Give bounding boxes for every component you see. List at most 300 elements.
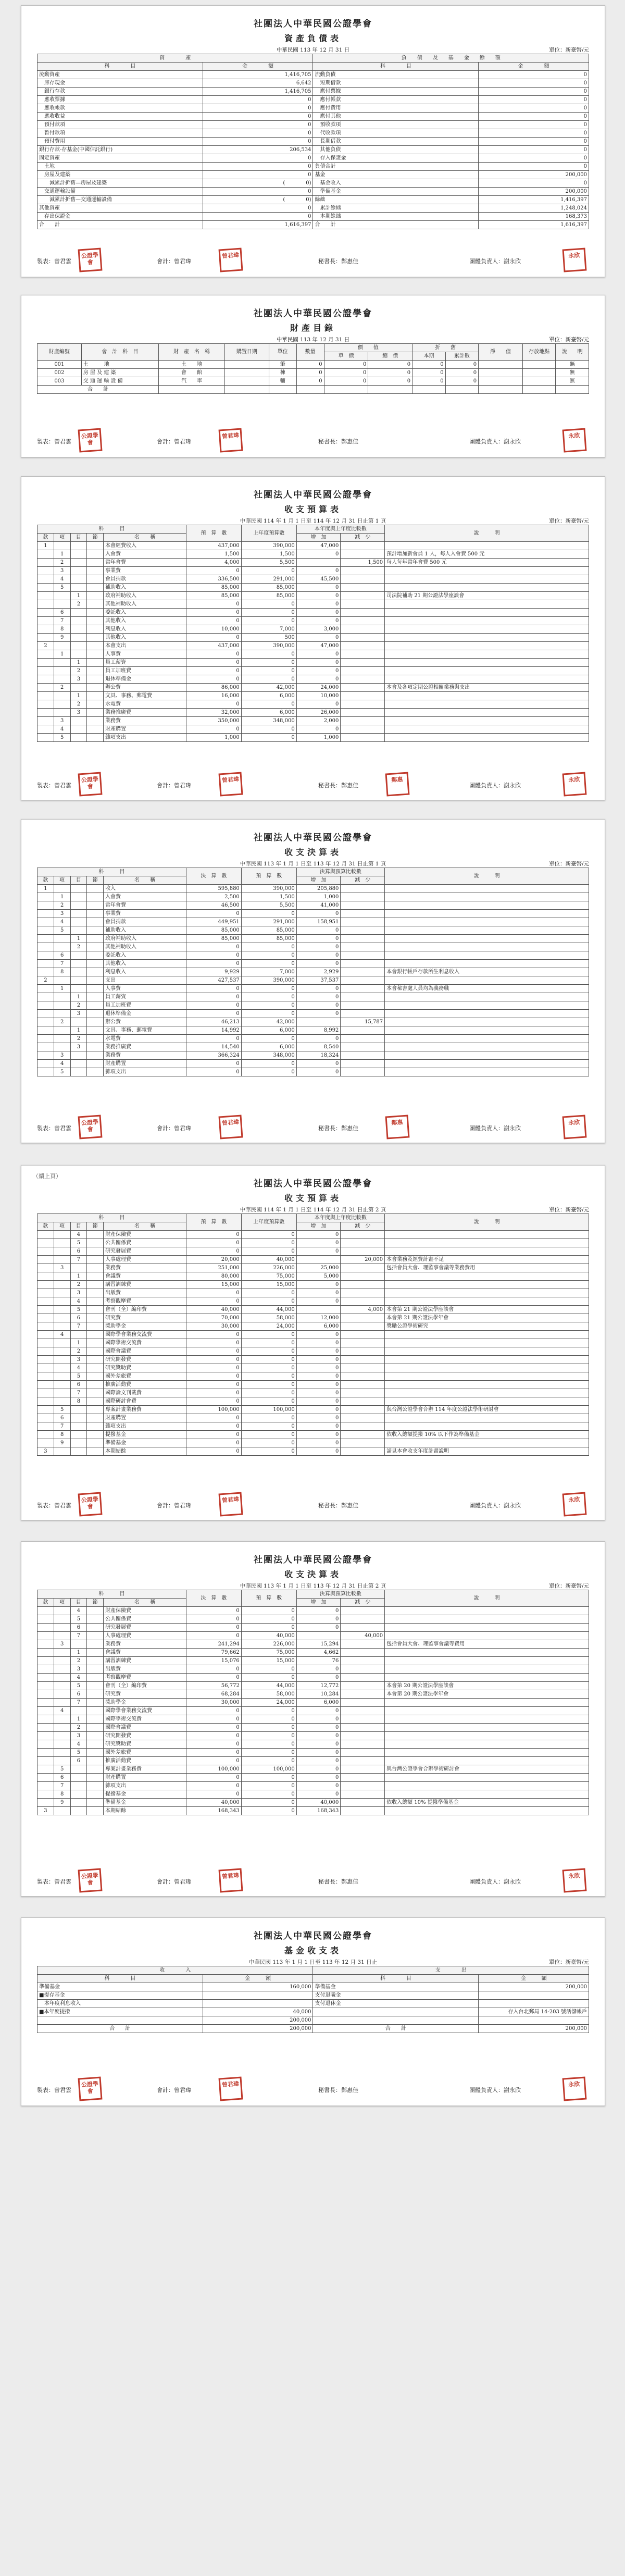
table-row — [38, 926, 589, 935]
table-cell — [296, 1018, 341, 1026]
table-header: 預 算 數 — [186, 1214, 241, 1231]
chairman-label: 團體負責人：謝永欣 — [469, 2087, 521, 2094]
table-row — [38, 1807, 589, 1815]
table-cell — [385, 1749, 589, 1757]
table-cell: 4 — [54, 1060, 70, 1068]
table-cell — [341, 725, 385, 734]
table-cell — [385, 1732, 589, 1740]
table-cell: 15,000 — [186, 1281, 241, 1289]
table-cell: 0 — [296, 1674, 341, 1682]
table-cell: 常年會費 — [104, 901, 186, 910]
secretary-label: 秘書長：鄭惠佳 — [318, 782, 358, 789]
table-cell — [368, 386, 413, 394]
table-cell — [38, 1690, 54, 1699]
table-row — [38, 377, 589, 386]
table-row — [38, 642, 589, 650]
table-cell: 國外差旅費 — [104, 1372, 186, 1381]
table-row — [38, 968, 589, 976]
chairman-seal: 永欣 — [562, 2077, 587, 2101]
table-cell: 0 — [324, 369, 368, 377]
table-cell — [38, 1389, 54, 1397]
table-cell — [70, 725, 87, 734]
table-cell: 350,000 — [186, 717, 241, 725]
table-cell — [87, 943, 104, 951]
table-cell — [38, 1060, 54, 1068]
table-row — [38, 1690, 589, 1699]
table-cell: ( 0) — [203, 196, 313, 204]
table-cell: 58,000 — [241, 1314, 296, 1322]
table-cell — [38, 584, 54, 592]
table-cell: 85,000 — [186, 592, 241, 600]
table-cell — [385, 709, 589, 717]
budget-page-2 — [21, 1165, 605, 1520]
table-cell: 1,500 — [241, 550, 296, 559]
table-cell: 3 — [54, 717, 70, 725]
table-cell: 提撥基金 — [104, 1790, 186, 1799]
table-cell — [70, 1018, 87, 1026]
table-cell: ( 0) — [203, 179, 313, 188]
table-cell — [87, 1339, 104, 1347]
table-cell — [341, 1757, 385, 1765]
table-cell: 合 計 — [38, 2025, 203, 2033]
table-cell: 003 — [38, 377, 82, 386]
table-cell: 會議費 — [104, 1649, 186, 1657]
table-cell: 本會第 20 期公證法學年會 — [385, 1690, 589, 1699]
table-cell: 0 — [324, 361, 368, 369]
fund-page — [21, 1917, 605, 2106]
org-title: 社團法人中華民國公證學會 — [254, 1931, 372, 1941]
table-cell: 85,000 — [186, 926, 241, 935]
table-cell: 40,000 — [341, 1632, 385, 1640]
table-cell: 0 — [241, 1231, 296, 1239]
table-cell — [38, 1607, 54, 1615]
table-cell — [385, 1674, 589, 1682]
table-cell — [341, 1790, 385, 1799]
table-cell: 業務費 — [104, 717, 186, 725]
table-cell: 0 — [296, 1397, 341, 1406]
table-cell: 0 — [186, 1372, 241, 1381]
table-row — [38, 1624, 589, 1632]
table-row — [38, 1674, 589, 1682]
table-cell: 18,324 — [296, 1051, 341, 1060]
table-cell: 437,000 — [186, 542, 241, 550]
report-date: 中華民國 114 年 1 月 1 日至 114 年 12 月 31 日止第 1 頁 — [240, 518, 386, 524]
table-header: 科 目 — [313, 63, 479, 71]
page-title: 財產目錄 — [290, 323, 336, 333]
table-cell: 本期餘絀 — [313, 213, 479, 221]
table-cell — [70, 1051, 87, 1060]
table-cell: 員工加班費 — [104, 1001, 186, 1010]
table-cell: 0 — [479, 138, 589, 146]
table-row — [38, 600, 589, 609]
table-cell — [38, 692, 54, 700]
table-cell — [341, 675, 385, 684]
table-cell — [70, 951, 87, 960]
table-cell: 0 — [296, 725, 341, 734]
table-cell: 0 — [296, 1724, 341, 1732]
table-cell: 0 — [186, 1231, 241, 1239]
table-cell: 庫存現金 — [38, 79, 203, 88]
chairman-seal: 永欣 — [562, 772, 587, 797]
table-header: 節 — [87, 534, 104, 542]
table-cell: 0 — [241, 600, 296, 609]
table-cell: 推廣活動費 — [104, 1757, 186, 1765]
table-cell: 研究發展費 — [104, 1624, 186, 1632]
table-cell — [87, 1051, 104, 1060]
table-row — [38, 1707, 589, 1715]
table-cell: 1,000 — [296, 734, 341, 742]
table-cell: 0 — [241, 1422, 296, 1431]
table-cell — [54, 1649, 70, 1657]
table-cell — [341, 1765, 385, 1774]
table-cell: 國際會議費 — [104, 1347, 186, 1356]
chairman-label: 團體負責人：謝永欣 — [469, 258, 521, 265]
table-row — [38, 213, 589, 221]
table-cell — [87, 985, 104, 993]
table-cell: 員工薪資 — [104, 659, 186, 667]
table-cell: 代收款項 — [313, 129, 479, 138]
table-cell — [38, 1640, 54, 1649]
table-cell: 2 — [54, 1018, 70, 1026]
table-cell: 2 — [70, 1281, 87, 1289]
table-cell: 3 — [54, 910, 70, 918]
table-cell — [341, 1264, 385, 1272]
table-row — [38, 1247, 589, 1256]
table-cell: 0 — [368, 377, 413, 386]
actual-table-continued — [37, 1590, 589, 1815]
table-cell — [385, 901, 589, 910]
table-cell: 1,416,705 — [203, 71, 313, 79]
table-cell — [341, 709, 385, 717]
table-cell: 財產購置 — [104, 725, 186, 734]
table-cell: 1,616,397 — [479, 221, 589, 229]
table-row — [38, 1715, 589, 1724]
table-cell: 0 — [241, 1356, 296, 1364]
table-cell — [87, 1239, 104, 1247]
table-row — [38, 650, 589, 659]
table-row — [38, 675, 589, 684]
page-title: 收支預算表 — [284, 504, 342, 514]
table-cell — [385, 1807, 589, 1815]
table-cell: 75,000 — [241, 1649, 296, 1657]
table-cell — [296, 559, 341, 567]
table-cell: 事業費 — [104, 567, 186, 575]
table-cell: 0 — [241, 1757, 296, 1765]
table-cell: 4 — [54, 1331, 70, 1339]
table-row — [38, 1740, 589, 1749]
table-cell: 0 — [186, 1707, 241, 1715]
table-cell: 7 — [70, 1699, 87, 1707]
table-cell: 0 — [241, 1782, 296, 1790]
table-cell: 0 — [479, 71, 589, 79]
table-cell: 0 — [241, 1239, 296, 1247]
table-cell — [341, 1431, 385, 1439]
table-cell — [87, 725, 104, 734]
table-cell: 200,000 — [203, 2016, 313, 2025]
table-cell: 0 — [296, 1447, 341, 1456]
table-cell: 本期結餘 — [104, 1447, 186, 1456]
table-cell — [341, 1724, 385, 1732]
table-cell: 9,929 — [186, 968, 241, 976]
table-header: 名 稱 — [104, 1222, 186, 1231]
table-cell — [87, 575, 104, 584]
table-cell — [341, 1640, 385, 1649]
table-header: 款 — [38, 534, 54, 542]
table-cell: 0 — [296, 1364, 341, 1372]
table-cell: 10,000 — [296, 692, 341, 700]
table-cell — [38, 600, 54, 609]
table-cell: 0 — [186, 1364, 241, 1372]
table-cell: 7 — [54, 960, 70, 968]
table-cell — [203, 2000, 313, 2008]
table-cell: 筆 — [269, 361, 296, 369]
table-cell — [385, 1231, 589, 1239]
table-cell: 0 — [241, 1740, 296, 1749]
table-cell — [87, 650, 104, 659]
chairman-seal: 永欣 — [562, 248, 587, 273]
table-cell — [385, 575, 589, 584]
table-header: 科 目 — [38, 63, 203, 71]
table-cell: 長期借款 — [313, 138, 479, 146]
table-header: 單 價 — [324, 352, 368, 361]
table-cell — [385, 617, 589, 625]
table-row — [38, 88, 589, 96]
table-cell — [38, 943, 54, 951]
table-cell: 9 — [54, 1439, 70, 1447]
table-cell — [341, 1331, 385, 1339]
table-cell — [87, 1765, 104, 1774]
table-cell — [70, 968, 87, 976]
table-row — [38, 1051, 589, 1060]
preparer-label: 製表：曾君雲 — [37, 438, 71, 445]
table-cell — [385, 725, 589, 734]
table-cell: 財產購置 — [104, 1060, 186, 1068]
table-header: 名 稱 — [104, 1599, 186, 1607]
table-cell: 講習訓練費 — [104, 1281, 186, 1289]
table-cell: 0 — [296, 935, 341, 943]
table-row — [38, 146, 589, 154]
table-cell — [70, 1068, 87, 1076]
table-cell: 交通運輸設備 — [38, 188, 203, 196]
table-cell — [87, 1256, 104, 1264]
table-header: 項 — [54, 1599, 70, 1607]
table-cell: 449,951 — [186, 918, 241, 926]
table-cell — [38, 1624, 54, 1632]
table-cell — [54, 1231, 70, 1239]
table-cell — [87, 709, 104, 717]
table-cell — [70, 717, 87, 725]
table-cell: 0 — [241, 1799, 296, 1807]
table-cell: 0 — [186, 1397, 241, 1406]
table-cell: 本會第 21 期公證法學座談會 — [385, 1306, 589, 1314]
table-cell: 5,500 — [241, 901, 296, 910]
table-cell: 6,000 — [296, 1322, 341, 1331]
table-cell: 0 — [241, 675, 296, 684]
table-cell: 0 — [241, 1707, 296, 1715]
table-cell — [385, 1239, 589, 1247]
table-cell — [341, 1051, 385, 1060]
table-cell: 雜項支出 — [104, 734, 186, 742]
table-cell: 4,000 — [186, 559, 241, 567]
table-cell — [87, 550, 104, 559]
table-cell — [479, 386, 523, 394]
fund-table — [37, 1966, 589, 2033]
table-cell: 1 — [54, 893, 70, 901]
page-title: 資產負債表 — [284, 33, 342, 43]
table-cell: 0 — [241, 960, 296, 968]
table-header: 名 稱 — [104, 534, 186, 542]
table-cell: 銀行存款 — [38, 88, 203, 96]
table-cell: 348,000 — [241, 717, 296, 725]
table-cell: 基金 — [313, 171, 479, 179]
table-cell — [341, 1615, 385, 1624]
table-cell — [385, 1397, 589, 1406]
table-cell: 1,500 — [341, 559, 385, 567]
table-cell: 4 — [54, 575, 70, 584]
table-cell: 5,500 — [241, 559, 296, 567]
table-cell — [54, 1724, 70, 1732]
table-header: 節 — [87, 876, 104, 885]
table-cell — [87, 893, 104, 901]
table-cell — [54, 1297, 70, 1306]
table-cell — [87, 1297, 104, 1306]
table-cell: 0 — [296, 943, 341, 951]
table-cell — [38, 675, 54, 684]
table-row — [38, 1724, 589, 1732]
table-cell — [87, 592, 104, 600]
table-cell — [341, 1707, 385, 1715]
table-cell: 準備基金 — [104, 1439, 186, 1447]
table-cell: 0 — [241, 1289, 296, 1297]
page-title: 基金收支表 — [284, 1946, 342, 1955]
table-header: 增 加 — [296, 1222, 341, 1231]
table-cell: 財產購置 — [104, 1774, 186, 1782]
table-cell — [385, 1018, 589, 1026]
table-cell: 獎勵公證學術研究 — [385, 1322, 589, 1331]
table-cell — [341, 550, 385, 559]
table-cell: 3 — [70, 675, 87, 684]
table-cell — [54, 1624, 70, 1632]
table-cell: 0 — [296, 369, 324, 377]
table-cell: 利息收入 — [104, 625, 186, 634]
table-cell — [38, 1289, 54, 1297]
table-cell: 0 — [296, 1372, 341, 1381]
accountant-seal: 曾君瑋 — [219, 772, 243, 797]
table-cell: 土 地 — [81, 361, 158, 369]
table-row — [38, 559, 589, 567]
table-cell: 0 — [186, 1674, 241, 1682]
table-cell — [54, 1239, 70, 1247]
table-cell: 應收收益 — [38, 113, 203, 121]
table-cell — [522, 361, 556, 369]
secretary-label: 秘書長：鄭惠佳 — [318, 1125, 358, 1132]
table-cell — [38, 926, 54, 935]
table-cell — [54, 1026, 70, 1035]
table-cell: 2 — [70, 1657, 87, 1665]
table-cell — [341, 993, 385, 1001]
table-cell — [70, 567, 87, 575]
table-row — [38, 609, 589, 617]
table-cell: 40,000 — [296, 1799, 341, 1807]
table-cell — [385, 918, 589, 926]
table-cell — [54, 1715, 70, 1724]
table-cell: 0 — [241, 1439, 296, 1447]
table-cell — [385, 1068, 589, 1076]
table-cell — [38, 951, 54, 960]
table-row — [38, 179, 589, 188]
table-cell: 14,540 — [186, 1043, 241, 1051]
preparer-label: 製表：曾君雲 — [37, 782, 71, 789]
table-cell: 15,787 — [341, 1018, 385, 1026]
table-row — [38, 1615, 589, 1624]
table-cell: 0 — [186, 659, 241, 667]
table-cell: 1 — [70, 935, 87, 943]
chairman-seal: 永欣 — [562, 1868, 587, 1893]
table-cell — [385, 885, 589, 893]
table-cell: 56,772 — [186, 1682, 241, 1690]
table-cell — [385, 1381, 589, 1389]
table-cell — [38, 1364, 54, 1372]
table-cell — [54, 659, 70, 667]
table-cell: 0 — [296, 1060, 341, 1068]
table-cell: 0 — [241, 1732, 296, 1740]
table-cell — [54, 1447, 70, 1456]
table-cell: 85,000 — [186, 935, 241, 943]
table-cell — [70, 625, 87, 634]
table-cell: 本會銀行帳戶存款所生利息收入 — [385, 968, 589, 976]
table-cell: 0 — [241, 993, 296, 1001]
table-cell — [70, 1640, 87, 1649]
table-cell: 12,000 — [296, 1314, 341, 1322]
table-cell: 0 — [479, 88, 589, 96]
table-cell: 0 — [203, 188, 313, 196]
table-row — [38, 960, 589, 968]
table-cell — [87, 1010, 104, 1018]
table-cell — [296, 1632, 341, 1640]
table-cell — [70, 1060, 87, 1068]
table-cell — [87, 1314, 104, 1322]
table-cell: 4 — [70, 1297, 87, 1306]
table-cell: 42,000 — [241, 684, 296, 692]
table-cell: 390,000 — [241, 642, 296, 650]
table-cell: 預收款項 — [313, 121, 479, 129]
table-cell — [87, 667, 104, 675]
table-cell — [54, 1001, 70, 1010]
table-cell: 0 — [241, 1807, 296, 1815]
table-cell — [70, 1447, 87, 1456]
table-cell — [87, 559, 104, 567]
table-cell: 7 — [70, 1632, 87, 1640]
table-header: 減 少 — [341, 534, 385, 542]
table-cell — [54, 1256, 70, 1264]
table-cell: 58,000 — [241, 1690, 296, 1699]
table-cell: 0 — [186, 910, 241, 918]
table-cell: 15,000 — [241, 1281, 296, 1289]
table-cell: 會刊（全）編印費 — [104, 1306, 186, 1314]
table-cell: 依收入總額提撥 10% 以下作為準備基金 — [385, 1431, 589, 1439]
org-seal: 公證學會 — [78, 1115, 103, 1140]
table-cell: 財產保險費 — [104, 1607, 186, 1615]
table-cell: 0 — [186, 1665, 241, 1674]
table-cell — [385, 1414, 589, 1422]
table-cell — [54, 1674, 70, 1682]
table-cell — [87, 993, 104, 1001]
table-cell: 0 — [203, 138, 313, 146]
table-cell — [385, 1356, 589, 1364]
table-cell: 6 — [54, 609, 70, 617]
table-cell — [341, 1347, 385, 1356]
org-seal: 公證學會 — [78, 248, 103, 273]
